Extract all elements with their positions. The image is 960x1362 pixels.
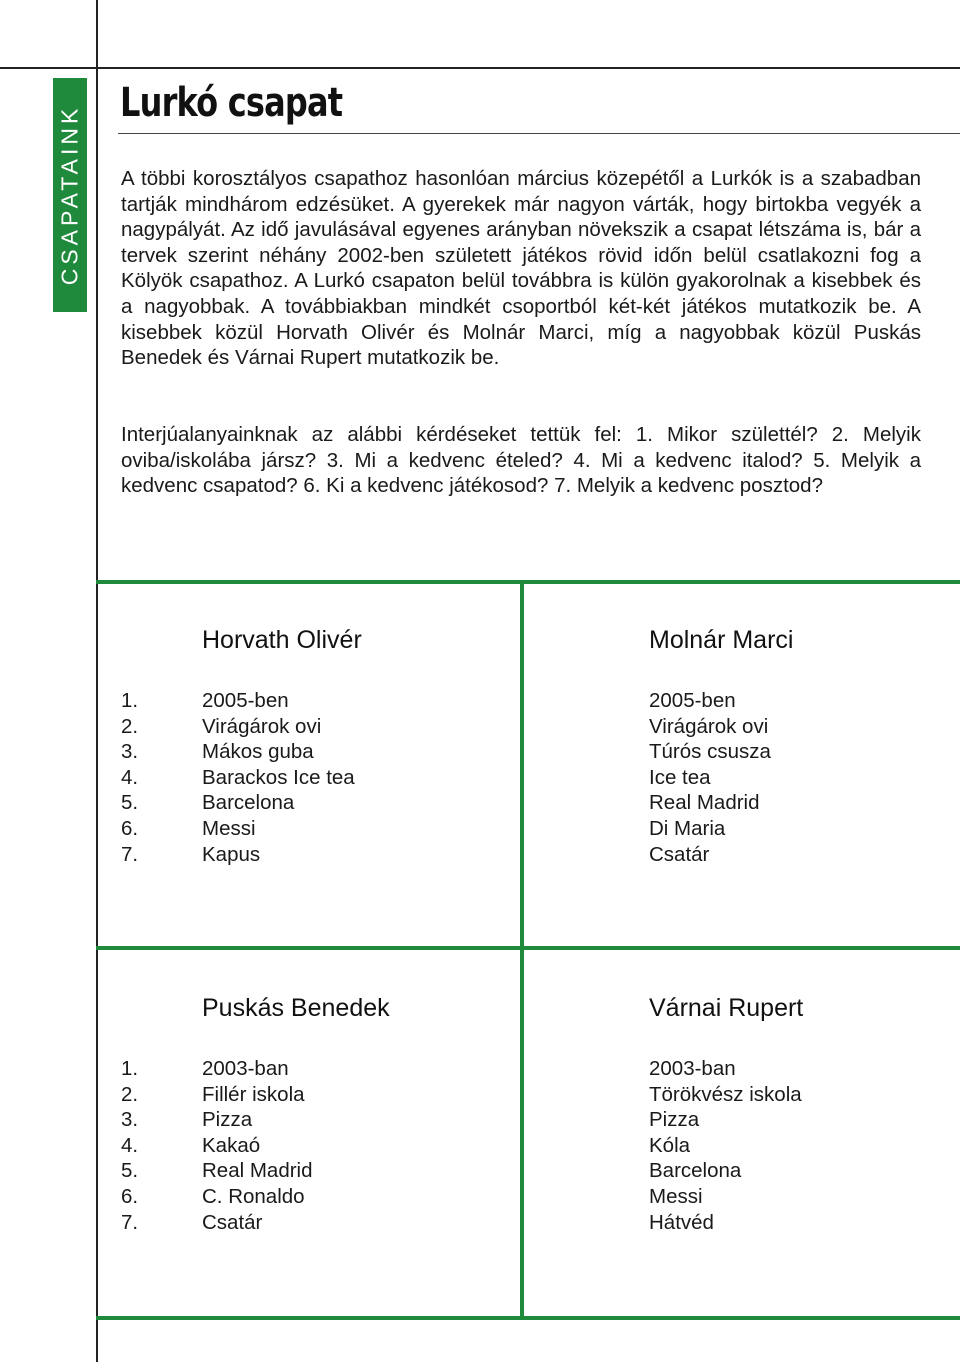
answer: Mákos guba xyxy=(202,740,314,764)
answers-horvath xyxy=(202,688,355,867)
page-title: Lurkó csapat xyxy=(120,80,343,126)
title-underline xyxy=(118,133,960,134)
answer: Csatár xyxy=(202,1210,263,1234)
player-name-puskas: Puskás Benedek xyxy=(202,994,390,1022)
answer: 2005-ben xyxy=(649,689,736,712)
question-number: 4. xyxy=(121,1133,139,1157)
question-numbers-box-1 xyxy=(121,688,161,867)
answers-molnar xyxy=(649,688,771,867)
answer: Kapus xyxy=(202,842,261,866)
answer: 2005-ben xyxy=(202,689,289,712)
answer: Hátvéd xyxy=(649,1210,714,1234)
section-tab-label: CSAPATAINK xyxy=(56,104,83,286)
answer: Real Madrid xyxy=(202,1159,313,1183)
box-1-bottom-rule xyxy=(96,946,960,950)
question-number: 2. xyxy=(121,714,139,738)
answer: Kakaó xyxy=(202,1133,261,1157)
question-number: 7. xyxy=(121,1210,139,1234)
answer: 2003-ban xyxy=(202,1057,289,1080)
answer: Barcelona xyxy=(202,791,295,815)
page-vertical-rule xyxy=(96,0,98,1362)
answer: Messi xyxy=(202,816,256,840)
answer: Fillér iskola xyxy=(202,1082,305,1106)
answer: Virágárok ovi xyxy=(649,714,769,738)
question-number: 3. xyxy=(121,740,139,764)
question-number: 4. xyxy=(121,765,139,789)
answer: Barcelona xyxy=(649,1159,742,1183)
intro-paragraph: A többi korosztályos csapathoz hasonlóan március közepétől a Lurkók is a szabadban tartják mindhárom edzésüket. A gyerekek már nagyon várták, hogy birtokba vegyék a nagypályát. Az idő javulásával egyenes arányban növekszik a csapat létszáma is, bár a tervek szerint néhány 2002-ben született játékos rövid időn belül csatlakozni fog a Kölyök csapathoz. A Lurkó csapaton belül továbbra is külön gyakorolnak a kisebbek és a nagyobbak. A továbbiakban mindkét csoportból két-két játékos mutatkozik be. A kisebbek közül Horvath Olivér és Molnár Marci, míg a nagyobbak közül Puskás Benedek és Várnai Rupert mutatkozik be. xyxy=(121,167,921,370)
answers-varnai xyxy=(649,1056,802,1235)
box-2-divider xyxy=(520,946,524,1320)
answer: Ice tea xyxy=(649,765,711,789)
section-tab xyxy=(53,78,87,312)
question-number: 5. xyxy=(121,791,139,815)
question-number: 5. xyxy=(121,1159,139,1183)
player-name-molnar: Molnár Marci xyxy=(649,626,794,654)
answer: Törökvész iskola xyxy=(649,1082,802,1106)
answer: C. Ronaldo xyxy=(202,1184,305,1208)
answer: Di Maria xyxy=(649,816,726,840)
question-number: 3. xyxy=(121,1108,139,1132)
answer: Pizza xyxy=(202,1108,253,1132)
answer: Kóla xyxy=(649,1133,691,1157)
player-name-varnai: Várnai Rupert xyxy=(649,994,804,1022)
question-number: 7. xyxy=(121,842,139,866)
player-name-horvath: Horvath Olivér xyxy=(202,626,362,654)
answer: Csatár xyxy=(649,842,710,866)
answers-puskas xyxy=(202,1056,313,1235)
answer: Real Madrid xyxy=(649,791,760,815)
question-numbers-box-2 xyxy=(121,1056,161,1235)
answer: Pizza xyxy=(649,1108,700,1132)
answer: Virágárok ovi xyxy=(202,714,322,738)
answer: Messi xyxy=(649,1184,703,1208)
question-number: 1. xyxy=(121,1057,139,1080)
box-1-divider xyxy=(520,580,524,950)
answer: Túrós csusza xyxy=(649,740,771,764)
question-number: 2. xyxy=(121,1082,139,1106)
question-number: 6. xyxy=(121,1184,139,1208)
box-1-top-rule xyxy=(96,580,960,584)
box-2-bottom-rule xyxy=(96,1316,960,1320)
answer: Barackos Ice tea xyxy=(202,765,355,789)
questions-paragraph: Interjúalanyainknak az alábbi kérdéseket tettük fel: 1. Mikor születtél? 2. Melyik oviba/iskolába jársz? 3. Mi a kedvenc ételed? 4. Mi a kedvenc italod? 5. Melyik a kedvenc csapatod? 6. Ki a kedvenc játékosod? 7. Melyik a kedvenc posztod? xyxy=(121,423,921,498)
answer: 2003-ban xyxy=(649,1057,736,1080)
question-number: 6. xyxy=(121,816,139,840)
question-number: 1. xyxy=(121,689,139,712)
header-rule xyxy=(0,67,960,69)
